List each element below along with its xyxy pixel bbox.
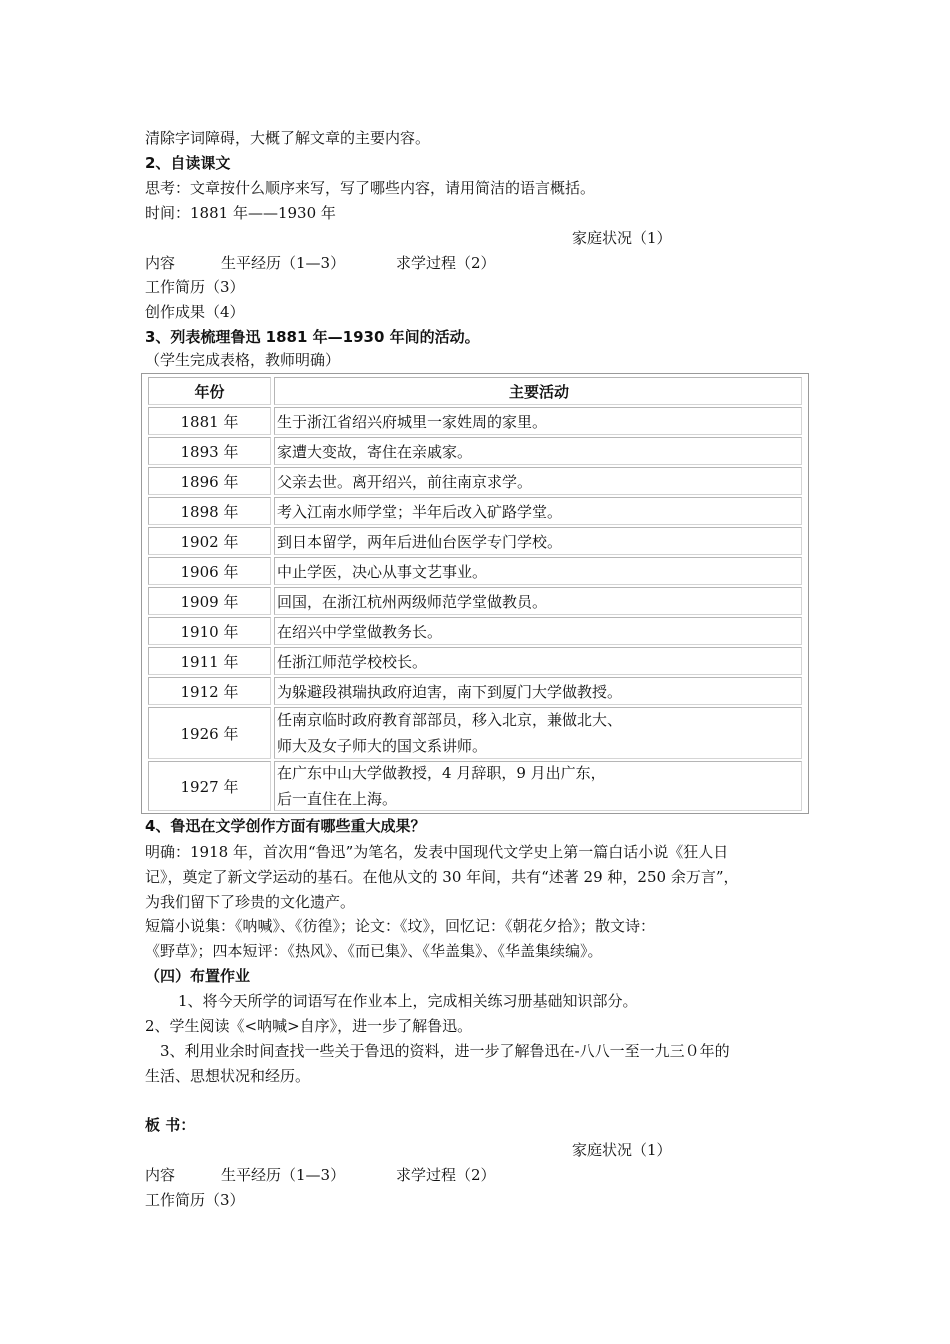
homework-item: 2、学生阅读《<呐喊>自序》，进一步了解鲁迅。 bbox=[145, 1017, 473, 1035]
table-cell-activity bbox=[274, 761, 802, 811]
homework-item: 1、将今天所学的词语写在作业本上，完成相关练习册基础知识部分。 bbox=[178, 992, 638, 1010]
heading-achievements: 4、鲁迅在文学创作方面有哪些重大成果？ bbox=[145, 817, 426, 835]
heading-table: 3、列表梳理鲁迅 1881 年—1930 年间的活动。 bbox=[145, 328, 480, 346]
outline-work: 工作简历（3） bbox=[145, 278, 245, 296]
table-cell-year: 1881 年 bbox=[148, 407, 271, 435]
table-header-activity: 主要活动 bbox=[274, 377, 802, 405]
board-content: 内容 bbox=[145, 1166, 176, 1184]
paragraph-line: 明确：1918 年，首次用“鲁迅”为笔名，发表中国现代文学史上第一篇白话小说《狂人日 bbox=[145, 843, 729, 861]
outline-family: 家庭状况（1） bbox=[572, 229, 672, 247]
table-cell-year: 1896 年 bbox=[148, 467, 271, 495]
table-cell-activity: 在绍兴中学堂做教务长。 bbox=[274, 617, 802, 645]
table-cell-year: 1911 年 bbox=[148, 647, 271, 675]
paragraph-line: 记》，奠定了新文学运动的基石。在他从文的 30 年间，共有“述著 29 种，250 余万言”， bbox=[145, 868, 739, 886]
table-cell-activity: 家遭大变故，寄住在亲戚家。 bbox=[274, 437, 802, 465]
outline-study: 求学过程（2） bbox=[396, 254, 496, 272]
outline-creation: 创作成果（4） bbox=[145, 303, 245, 321]
board-work: 工作简历（3） bbox=[145, 1191, 245, 1209]
line-think: 思考：文章按什么顺序来写，写了哪些内容，请用简洁的语言概括。 bbox=[145, 179, 596, 197]
table-cell-year: 1927 年 bbox=[148, 761, 271, 811]
table-cell-year: 1898 年 bbox=[148, 497, 271, 525]
paragraph-line: 《野草》；四本短评：《热风》、《而已集》、《华盖集》、《华盖集续编》。 bbox=[145, 942, 603, 960]
line-time: 时间：1881 年——1930 年 bbox=[145, 204, 336, 222]
heading-self-read: 2、自读课文 bbox=[145, 154, 231, 172]
table-header-year: 年份 bbox=[148, 377, 271, 405]
table-cell-activity: 任浙江师范学校校长。 bbox=[274, 647, 802, 675]
table-cell-activity: 考入江南水师学堂；半年后改入矿路学堂。 bbox=[274, 497, 802, 525]
board-study: 求学过程（2） bbox=[396, 1166, 496, 1184]
line-note: （学生完成表格，教师明确） bbox=[145, 351, 341, 369]
table-cell-year: 1906 年 bbox=[148, 557, 271, 585]
activity-table bbox=[141, 373, 809, 814]
activity-line: 后一直住在上海。 bbox=[277, 790, 398, 808]
table-cell-year: 1909 年 bbox=[148, 587, 271, 615]
table-cell-activity: 到日本留学，两年后进仙台医学专门学校。 bbox=[274, 527, 802, 555]
table-cell-year: 1910 年 bbox=[148, 617, 271, 645]
heading-board: 板 书： bbox=[145, 1116, 196, 1134]
table-cell-activity: 回国，在浙江杭州两级师范学堂做教员。 bbox=[274, 587, 802, 615]
table-cell-activity: 为躲避段祺瑞执政府迫害，南下到厦门大学做教授。 bbox=[274, 677, 802, 705]
table-cell-activity: 中止学医，决心从事文艺事业。 bbox=[274, 557, 802, 585]
table-cell-year: 1912 年 bbox=[148, 677, 271, 705]
homework-item: 3、利用业余时间查找一些关于鲁迅的资料，进一步了解鲁迅在-八八一至一九三０年的 bbox=[160, 1042, 730, 1060]
paragraph-line: 为我们留下了珍贵的文化遗产。 bbox=[145, 893, 356, 911]
activity-line: 师大及女子师大的国文系讲师。 bbox=[277, 737, 488, 755]
outline-life: 生平经历（1—3） bbox=[221, 254, 346, 272]
table-cell-activity bbox=[274, 707, 802, 759]
table-cell-activity: 父亲去世。离开绍兴，前往南京求学。 bbox=[274, 467, 802, 495]
board-family: 家庭状况（1） bbox=[572, 1141, 672, 1159]
activity-line: 在广东中山大学做教授，4 月辞职，9 月出广东， bbox=[277, 764, 606, 782]
line-clear-words: 清除字词障碍，大概了解文章的主要内容。 bbox=[145, 129, 431, 147]
table-cell-year: 1893 年 bbox=[148, 437, 271, 465]
heading-homework: （四）布置作业 bbox=[145, 967, 251, 985]
table-cell-activity: 生于浙江省绍兴府城里一家姓周的家里。 bbox=[274, 407, 802, 435]
activity-line: 任南京临时政府教育部部员，移入北京，兼做北大、 bbox=[277, 711, 623, 729]
table-cell-year: 1902 年 bbox=[148, 527, 271, 555]
table-cell-year: 1926 年 bbox=[148, 707, 271, 759]
paragraph-line: 短篇小说集：《呐喊》、《彷徨》；论文：《坟》，回忆记：《朝花夕拾》；散文诗： bbox=[145, 917, 656, 935]
homework-item-continued: 生活、思想状况和经历。 bbox=[145, 1067, 311, 1085]
outline-content: 内容 bbox=[145, 254, 176, 272]
board-life: 生平经历（1—3） bbox=[221, 1166, 346, 1184]
